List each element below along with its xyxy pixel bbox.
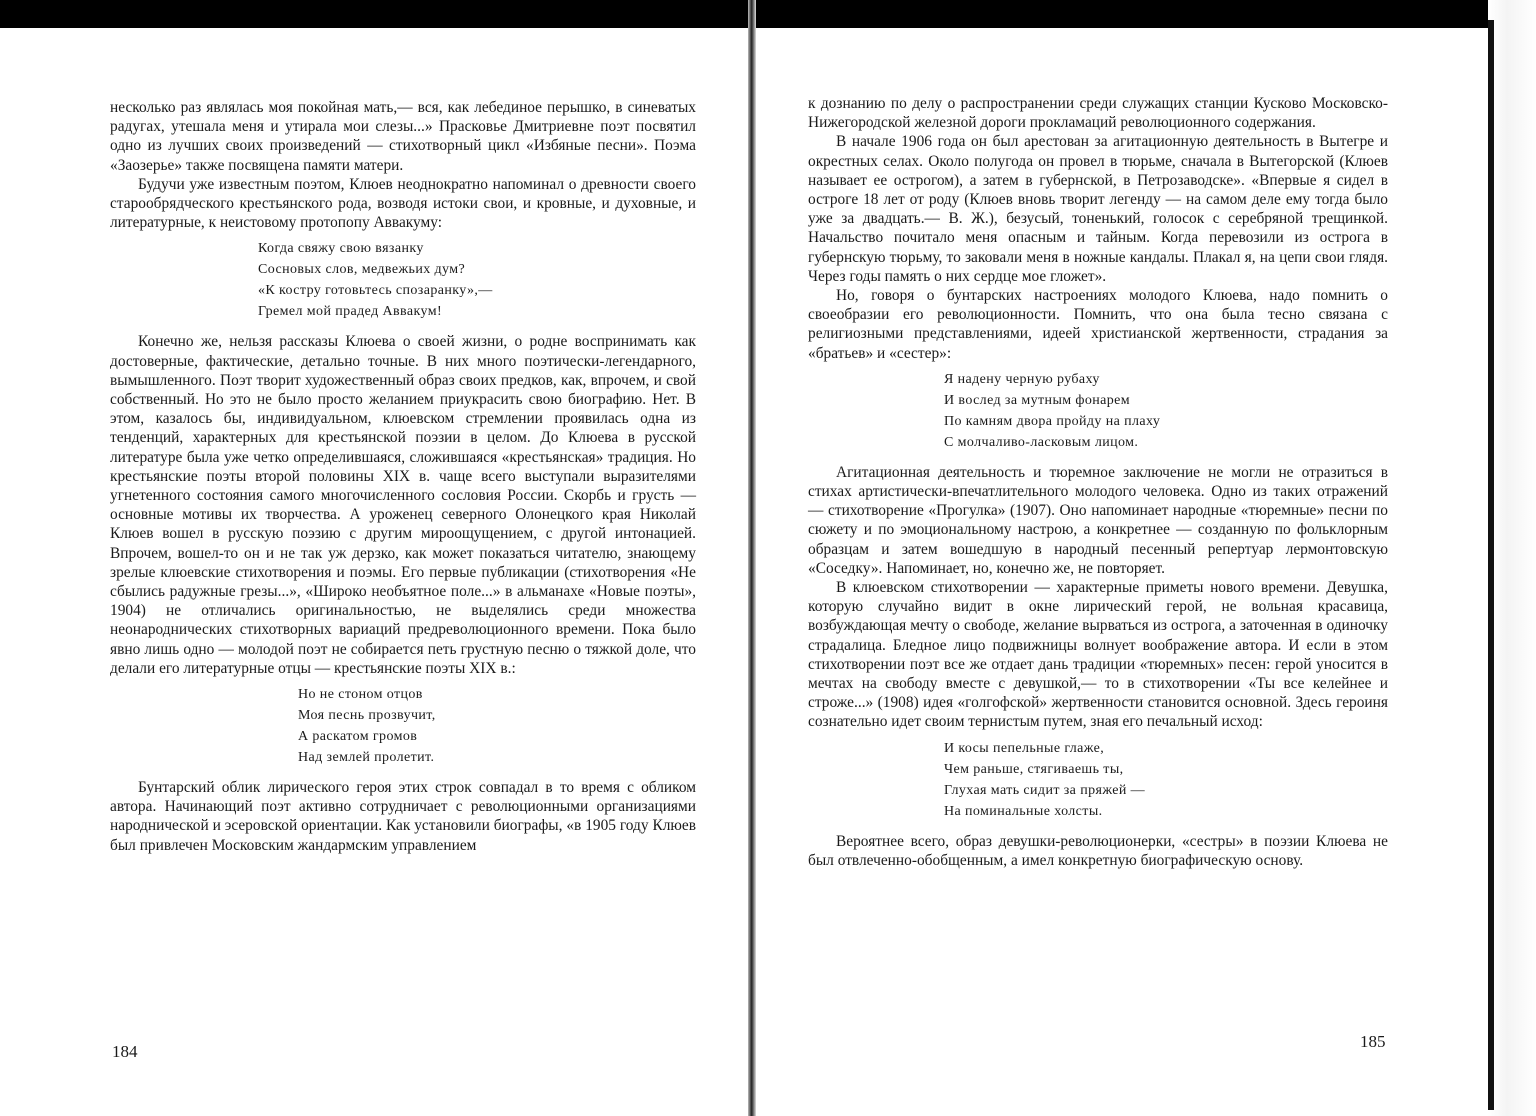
scan-top-border: [0, 0, 1536, 28]
verse-kosy: [808, 738, 1388, 822]
page-number-right: 185: [1360, 1032, 1386, 1051]
paragraph: Но, говоря о бунтарских настроениях молодого Клюева, надо помнить о своеобразии его революционности. Помнить, что она была тесно связана с религиозными представлениями, идеей христианской жертвенности, страдания за «братьев» и «сестер»:: [808, 287, 1388, 362]
verse-line: Чем раньше, стягиваешь ты,: [944, 761, 1124, 777]
verse-line: Когда свяжу свою вязанку: [258, 241, 424, 257]
verse-line: Над землей пролетит.: [298, 750, 435, 766]
verse-line: Но не стоном отцов: [298, 687, 423, 703]
verse-avvakum: [110, 238, 696, 322]
left-page: [110, 98, 696, 855]
paragraph: В клюевском стихотворении — характерные приметы нового времени. Девушка, которую случайно видит в окне лирический герой, не вольная красавица, возбуждающая мечту о свободе, желание вырваться из острога, а заточенная в одиночку страдалица. Бледное лицо подвижницы волнует воображение автора. И если в этом стихотворении поэт все же отдает дань традиции «тюремных» песен: герой уносится в мечтах на свободу вместе с девушкой,— то в стихотворении «Ты все келейнее и строже...» (1908) идея «голгофской» жертвенности становится основной. Здесь героиня сознательно идет своим тернистым путем, зная его печальный исход:: [808, 579, 1388, 731]
verse-line: Я надену черную рубаху: [944, 371, 1100, 387]
page-number-left: 184: [112, 1042, 138, 1061]
verse-line: Гремел мой прадед Аввакум!: [258, 304, 443, 320]
verse-otsy: [110, 684, 696, 768]
verse-line: И косы пепельные глаже,: [944, 740, 1105, 756]
verse-line: С молчаливо-ласковым лицом.: [944, 434, 1139, 450]
verse-line: Моя песнь прозвучит,: [298, 708, 436, 724]
paragraph: В начале 1906 года он был арестован за агитационную деятельность в Вытегре и окрестных селах. Около полугода он провел в тюрьме, сначала в Вытегорской (Клюев называет ее острогом), а затем в губернской, в Петрозаводске». «Впервые я сидел в остроге 18 лет от роду (Клюев вновь творит легенду — на самом деле ему тогда было уже за двадцать.— В. Ж.), безусый, тоненький, голосок с серебряной трещинкой. Начальство почитало меня опасным и тайным. Когда перевозили из острога в губернскую тюрьму, то заковали меня в ножные кандалы. Плакал я, на цепи свои глядя. Через годы память о них сердце мое гложет».: [808, 133, 1388, 285]
verse-rubakha: [808, 369, 1388, 453]
paragraph: несколько раз являлась моя покойная мать,— вся, как лебединое перышко, в синеватых радугах, утешала меня и утирала мои слезы...» Прасковье Дмитриевне поэт посвятил одно из лучших своих произведений — стихотворный цикл «Избяные песни». Поэма «Заозерье» также посвящена памяти матери.: [110, 99, 696, 174]
paragraph: Вероятнее всего, образ девушки-революционерки, «сестры» в поэзии Клюева не был отвлеченно-обобщенным, а имел конкретную биографическую основу.: [808, 832, 1388, 869]
paragraph: Агитационная деятельность и тюремное заключение не могли не отразиться в стихах артистически-впечатлительного молодого человека. Одно из таких отражений — стихотворение «Прогулка» (1907). Оно напоминает народные «тюремные» песни по сюжету и по эмоциональному настрою, а конкретнее — созданную по фольклорным образцам и затем вошедшую в народный песенный репертуар лермонтовскую «Соседку». Напоминает, но, конечно же, не повторяет.: [808, 463, 1388, 577]
verse-line: По камням двора пройду на плаху: [944, 413, 1161, 429]
paragraph: Будучи уже известным поэтом, Клюев неоднократно напоминал о древности своего старообрядческого крестьянского рода, возводя истоки свои, и кровные, и духовные, и литературные, к неистовому протопопу Аввакуму:: [110, 175, 696, 232]
paragraph: Бунтарский облик лирического героя этих строк совпадал в то время с обликом автора. Начинающий поэт активно сотрудничает с революционными организациями народнической и эсеровской ориентации. Как установили биографы, «в 1905 году Клюев был привлечен Московским жандармским управлением: [110, 779, 696, 854]
verse-line: И вослед за мутным фонарем: [944, 392, 1131, 408]
paragraph: к дознанию по делу о распространении среди служащих станции Кусково Московско-Нижегородской железной дороги прокламаций революционного содержания.: [808, 95, 1388, 132]
verse-line: «К костру готовьтесь спозаранку»,—: [258, 283, 493, 299]
verse-line: А раскатом громов: [298, 729, 418, 745]
book-spine: [748, 0, 756, 1116]
scan-right-edge: [1488, 0, 1536, 1116]
right-page: [808, 94, 1388, 870]
verse-line: На поминальные холсты.: [944, 803, 1103, 819]
verse-line: Глухая мать сидит за пряжей —: [944, 782, 1146, 798]
paragraph: Конечно же, нельзя рассказы Клюева о своей жизни, о родне воспринимать как достоверные, фактические, детально точные. В них много поэтически-легендарного, вымышленного. Поэт творит художественный образ своих предков, как, впрочем, и свой собственный. Но это не было просто желанием приукрасить свою биографию. Нет. В этом, казалось бы, индивидуальном, клюевском стремлении проявилась одна из тенденций, характерных для крестьянской поэзии в целом. До Клюева в русской литературе была уже четко определившаяся, сложившаяся «крестьянская» традиция. Но крестьянские поэты второй половины XIX в. чаще всего выступали выразителями угнетенного состояния самого многочисленного сословия России. Скорбь и грусть — основные мотивы их творчества. А уроженец северного Олонецкого края Николай Клюев вошел в русскую поэзию с другим мироощущением, с другой интонацией. Впрочем, вошел-то он и не так уж дерзко, как может показаться читателю, знающему зрелые клюевские стихотворения и поэмы. Его первые публикации (стихотворения «Не сбылись радужные грезы...», «Широко необъятное поле...» в альманахе «Новые поэты», 1904) не отличались оригинальностью, не выделялись среди множества неонароднических стихотворных вариаций предреволюционного времени. Пока было явно лишь одно — молодой поэт не собирается петь грустную песню о тяжкой доле, что делали его литературные отцы — крестьянские поэты XIX в.:: [110, 333, 696, 677]
verse-line: Сосновых слов, медвежьих дум?: [258, 262, 466, 278]
